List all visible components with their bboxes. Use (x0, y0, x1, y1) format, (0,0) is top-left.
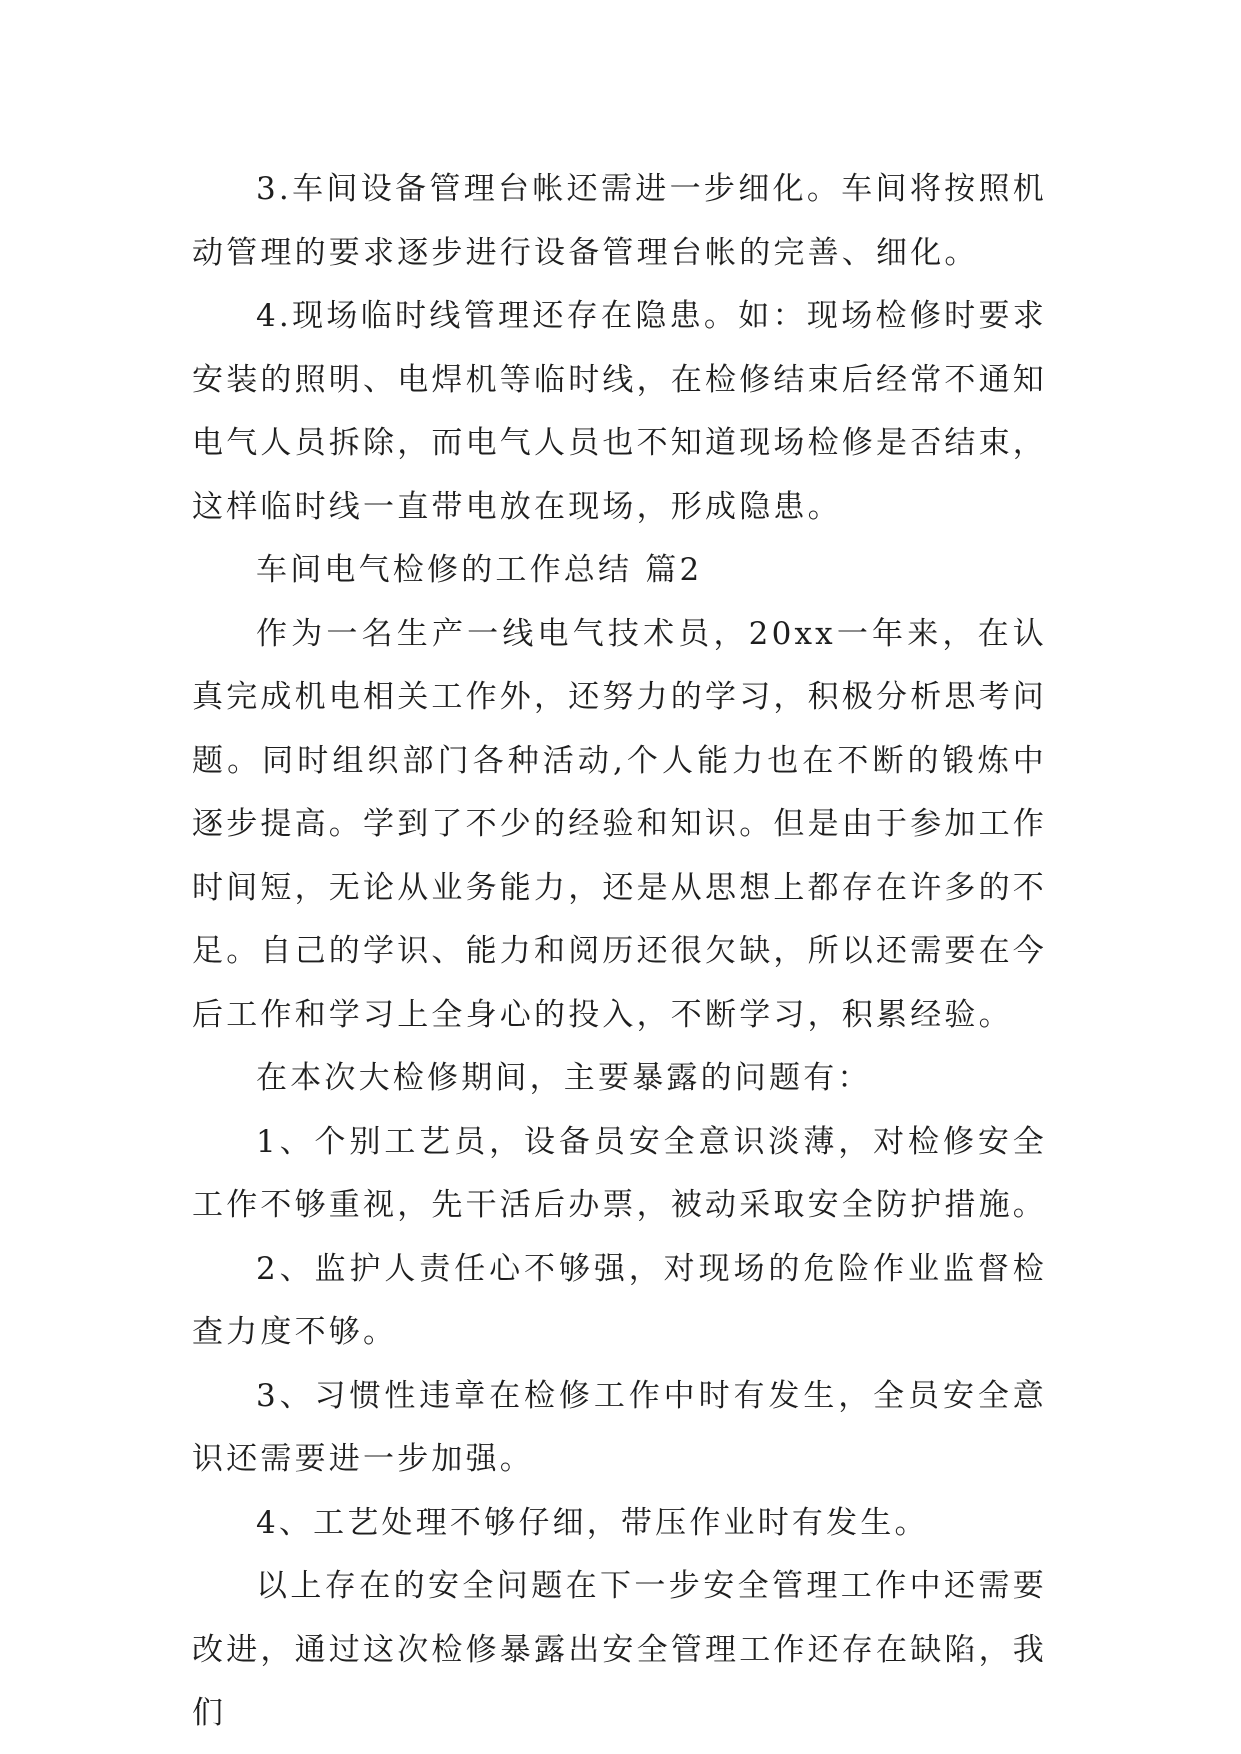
issue-item-2: 2、监护人责任心不够强，对现场的危险作业监督检查力度不够。 (192, 1250, 1047, 1350)
paragraph-intro: 作为一名生产一线电气技术员，20xx一年来，在认真完成机电相关工作外，还努力的学习，积极分析思考问题。同时组织部门各种活动,个人能力也在不断的锻炼中逐步提高。学到了不少的经验和知识。但是由于参加工作时间短，无论从业务能力，还是从思想上都存在许多的不足。自己的学识、能力和阅历还很欠缺，所以还需要在今后工作和学习上全身心的投入，不断学习，积累经验。 (192, 615, 1047, 1033)
paragraph-conclusion: 以上存在的安全问题在下一步安全管理工作中还需要改进，通过这次检修暴露出安全管理工作还存在缺陷，我们 (192, 1568, 1047, 1731)
paragraph-item-4: 4.现场临时线管理还存在隐患。如：现场检修时要求安装的照明、电焊机等临时线，在检修结束后经常不通知电气人员拆除，而电气人员也不知道现场检修是否结束，这样临时线一直带电放在现场，形成隐患。 (192, 298, 1047, 525)
issue-item-1: 1、个别工艺员，设备员安全意识淡薄，对检修安全工作不够重视，先干活后办票，被动采取安全防护措施。 (192, 1123, 1047, 1223)
paragraph-issues-lead: 在本次大检修期间，主要暴露的问题有： (256, 1060, 872, 1096)
document-body (192, 158, 1047, 1746)
issue-item-3: 3、习惯性违章在检修工作中时有发生，全员安全意识还需要进一步加强。 (192, 1377, 1047, 1477)
paragraph-item-3: 3.车间设备管理台帐还需进一步细化。车间将按照机动管理的要求逐步进行设备管理台帐的完善、细化。 (192, 171, 1047, 271)
issue-item-4: 4、工艺处理不够仔细，带压作业时有发生。 (256, 1504, 929, 1541)
section-heading: 车间电气检修的工作总结 篇2 (256, 552, 703, 588)
